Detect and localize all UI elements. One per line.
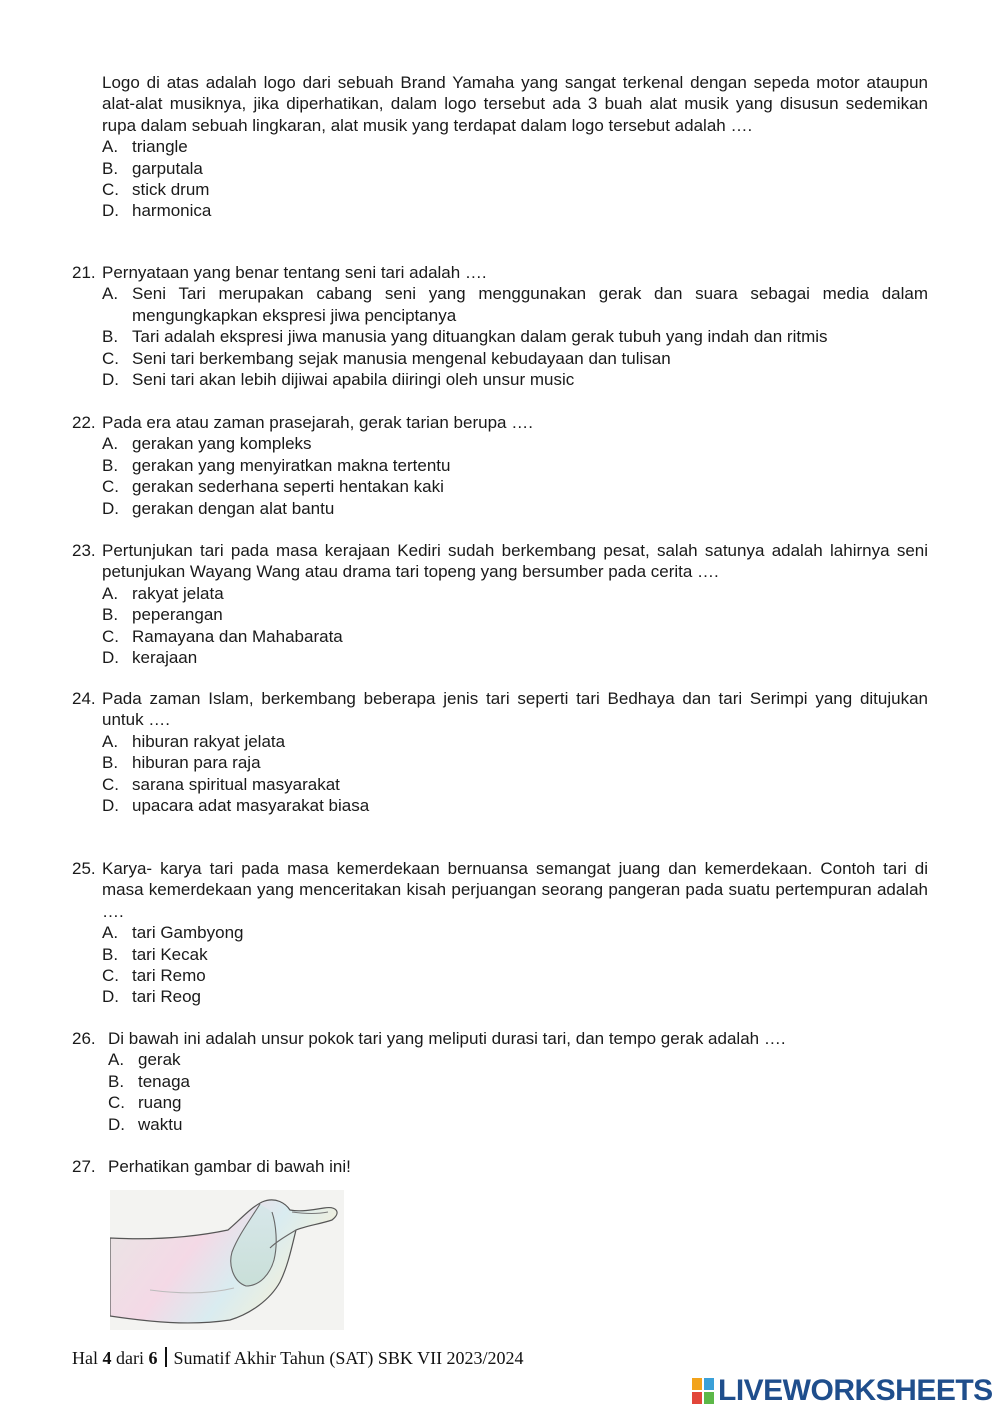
footer-hal-label: Hal — [72, 1348, 98, 1368]
question-stem: Pernyataan yang benar tentang seni tari adalah …. — [102, 263, 487, 282]
footer-dari-label: dari — [116, 1348, 144, 1368]
option-c[interactable]: C. ruang — [108, 1093, 182, 1113]
option-a[interactable]: A. hiburan rakyat jelata — [102, 731, 286, 751]
question-number: 23. — [72, 541, 96, 560]
footer-page-current: 4 — [102, 1348, 112, 1368]
question-stem: Karya- karya tari pada masa kemerdekaan bernuansa semangat juang dan kemerdekaan. Contoh tari di masa kemerdekaan yang menceritakan kisah perjuangan seorang pangeran pada suatu pertempuran adalah …. — [102, 859, 928, 921]
hand-gesture-image — [110, 1190, 344, 1330]
question-26 — [72, 1028, 928, 1135]
question-stem: Perhatikan gambar di bawah ini! — [108, 1157, 351, 1176]
option-c[interactable]: C. sarana spiritual masyarakat — [102, 774, 340, 794]
option-b[interactable]: B. gerakan yang menyiratkan makna tertentu — [102, 455, 451, 475]
option-d[interactable]: D. upacara adat masyarakat biasa — [102, 796, 370, 816]
option-d[interactable]: D. waktu — [108, 1114, 183, 1134]
option-c[interactable]: C. Seni tari berkembang sejak manusia mengenal kebudayaan dan tulisan — [102, 348, 671, 368]
question-24 — [72, 688, 928, 816]
footer-divider — [165, 1347, 167, 1367]
question-23 — [72, 540, 928, 668]
option-c[interactable]: C. tari Remo — [102, 966, 206, 986]
question-number: 25. — [72, 859, 96, 878]
hand-gesture-icon — [110, 1190, 344, 1330]
question-21 — [72, 262, 928, 390]
question-number: 24. — [72, 689, 96, 708]
question-22 — [72, 412, 928, 519]
question-number: 21. — [72, 263, 96, 282]
option-d[interactable]: D. Seni tari akan lebih dijiwai apabila diiringi oleh unsur music — [102, 370, 575, 390]
option-b[interactable]: B. hiburan para raja — [102, 753, 261, 773]
option-d[interactable]: D. harmonica — [102, 201, 212, 221]
question-stem: Pertunjukan tari pada masa kerajaan Kediri sudah berkembang pesat, salah satunya adalah lahirnya seni petunjukan Wayang Wang atau drama tari topeng yang bersumber pada cerita …. — [102, 541, 928, 582]
question-number: 26. — [72, 1029, 96, 1048]
option-a[interactable]: A. gerak — [108, 1050, 181, 1070]
footer-page-total: 6 — [148, 1348, 158, 1368]
option-a[interactable]: A. triangle — [102, 137, 188, 157]
question-27 — [72, 1156, 928, 1177]
footer-title: Sumatif Akhir Tahun (SAT) SBK VII 2023/2024 — [173, 1348, 524, 1368]
question-stem: Di bawah ini adalah unsur pokok tari yang meliputi durasi tari, dan tempo gerak adalah …. — [108, 1029, 786, 1048]
question-stem: Pada zaman Islam, berkembang beberapa jenis tari seperti tari Bedhaya dan tari Serimpi yang ditujukan untuk …. — [102, 689, 928, 730]
question-20-options — [102, 136, 928, 222]
liveworksheets-wordmark: LIVEWORKSHEETS — [718, 1374, 993, 1407]
option-b[interactable]: B. tari Kecak — [102, 944, 208, 964]
option-d[interactable]: D. kerajaan — [102, 648, 198, 668]
question-number: 22. — [72, 413, 96, 432]
option-b[interactable]: B. garputala — [102, 158, 203, 178]
page-footer — [72, 1347, 524, 1369]
liveworksheets-logo[interactable] — [692, 1374, 993, 1408]
option-a[interactable]: A. gerakan yang kompleks — [102, 434, 312, 454]
option-b[interactable]: B. peperangan — [102, 605, 223, 625]
option-c[interactable]: C. Ramayana dan Mahabarata — [102, 626, 343, 646]
option-c[interactable]: C. stick drum — [102, 180, 210, 200]
option-d[interactable]: D. gerakan dengan alat bantu — [102, 498, 335, 518]
option-d[interactable]: D. tari Reog — [102, 987, 201, 1007]
question-20-continuation — [102, 72, 928, 222]
question-number: 27. — [72, 1157, 96, 1176]
option-b[interactable]: B. tenaga — [108, 1071, 190, 1091]
option-a[interactable]: A. rakyat jelata — [102, 583, 224, 603]
question-20-stem: Logo di atas adalah logo dari sebuah Brand Yamaha yang sangat terkenal dengan sepeda motor ataupun alat-alat musiknya, jika diperhatikan, dalam logo tersebut ada 3 buah alat musik yang disusun sedemikan rupa dalam sebuah lingkaran, alat musik yang terdapat dalam logo tersebut adalah …. — [102, 73, 928, 135]
option-a[interactable]: A. tari Gambyong — [102, 923, 244, 943]
question-stem: Pada era atau zaman prasejarah, gerak tarian berupa …. — [102, 413, 533, 432]
option-c[interactable]: C. gerakan sederhana seperti hentakan kaki — [102, 477, 444, 497]
question-25 — [72, 858, 928, 1008]
option-b[interactable]: B. Tari adalah ekspresi jiwa manusia yang dituangkan dalam gerak tubuh yang indah dan ritmis — [102, 327, 828, 347]
option-a[interactable]: A. Seni Tari merupakan cabang seni yang menggunakan gerak dan suara sebagai media dalam mengungkapkan ekspresi jiwa penciptanya — [102, 284, 928, 325]
liveworksheets-icon — [692, 1378, 714, 1404]
